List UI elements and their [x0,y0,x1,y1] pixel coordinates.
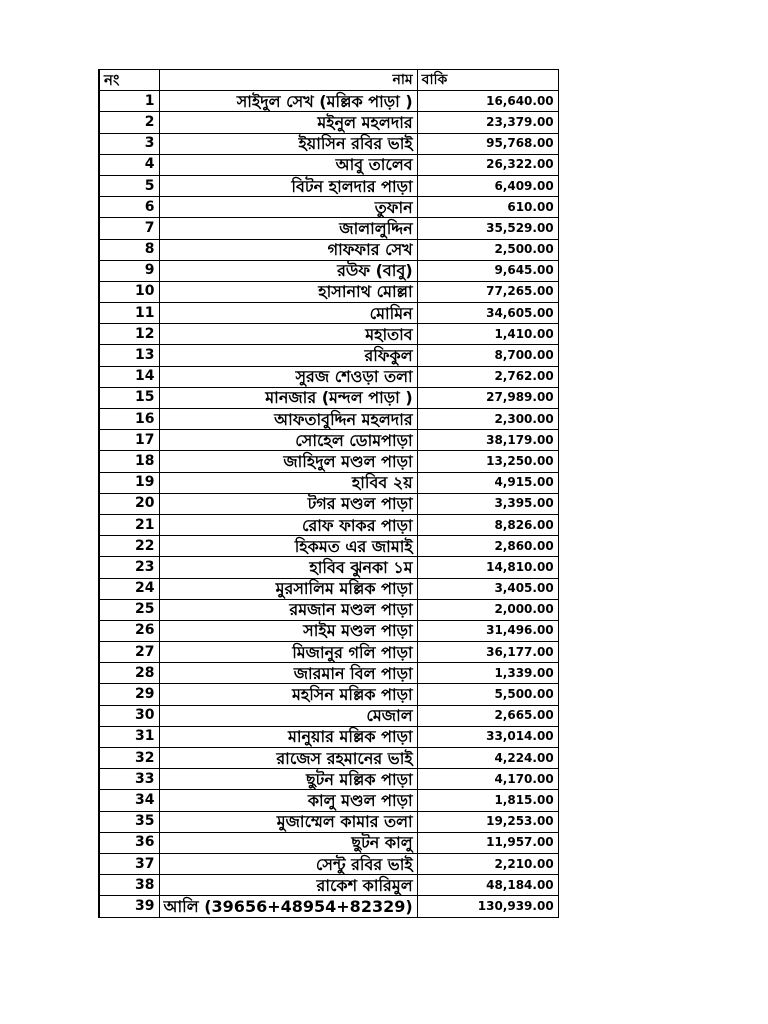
row-due: 38,179.00 [417,430,558,451]
table-row [99,281,558,302]
row-number: 19 [99,472,159,493]
row-name: মিজানুর গলি পাড়া [159,642,417,663]
row-number: 22 [99,536,159,557]
row-name: আফতাবুদ্দিন মহলদার [159,409,417,430]
table-row [99,133,558,154]
row-name: রোফ ফাকর পাড়া [159,514,417,535]
row-number: 7 [99,218,159,239]
row-number: 3 [99,133,159,154]
table-row [99,112,558,133]
row-name: রাজেস রহমানের ভাই [159,748,417,769]
row-name: বিটন হালদার পাড়া [159,175,417,196]
table-row [99,663,558,684]
row-due: 8,826.00 [417,514,558,535]
table-row [99,197,558,218]
row-name: ছুটন কালু [159,832,417,853]
row-due: 23,379.00 [417,112,558,133]
row-number: 25 [99,599,159,620]
table-row [99,387,558,408]
row-due: 26,322.00 [417,154,558,175]
table-row [99,642,558,663]
row-number: 21 [99,514,159,535]
table-row [99,345,558,366]
header-due: বাকি [417,70,558,91]
row-number: 31 [99,726,159,747]
table-row [99,875,558,896]
row-due: 1,815.00 [417,790,558,811]
row-name: জারমান বিল পাড়া [159,663,417,684]
row-name: রউফ (বাবু) [159,260,417,281]
row-number: 20 [99,493,159,514]
row-due: 2,860.00 [417,536,558,557]
row-number: 26 [99,620,159,641]
row-due: 77,265.00 [417,281,558,302]
row-number: 13 [99,345,159,366]
row-number: 17 [99,430,159,451]
row-due: 19,253.00 [417,811,558,832]
row-number: 36 [99,832,159,853]
row-name: কালু মণ্ডল পাড়া [159,790,417,811]
table-row [99,514,558,535]
table-row [99,896,558,917]
row-number: 34 [99,790,159,811]
row-due: 2,665.00 [417,705,558,726]
row-name: হাসানাথ মোল্লা [159,281,417,302]
row-due: 33,014.00 [417,726,558,747]
row-due: 2,210.00 [417,853,558,874]
row-number: 33 [99,769,159,790]
table-row [99,705,558,726]
row-due: 4,915.00 [417,472,558,493]
row-due: 610.00 [417,197,558,218]
row-name: সেন্টু রবির ভাই [159,853,417,874]
row-name: মানজার (মন্দল পাড়া ) [159,387,417,408]
row-number: 14 [99,366,159,387]
table-row [99,218,558,239]
row-name: রমজান মণ্ডল পাড়া [159,599,417,620]
row-due: 9,645.00 [417,260,558,281]
table-row [99,91,558,112]
row-name: মুজাম্মেল কামার তলা [159,811,417,832]
row-name: রাকেশ কারিমুল [159,875,417,896]
table-row [99,175,558,196]
table-row [99,853,558,874]
row-due: 2,500.00 [417,239,558,260]
row-number: 12 [99,324,159,345]
table-row [99,303,558,324]
row-number: 27 [99,642,159,663]
row-due: 1,410.00 [417,324,558,345]
row-number: 18 [99,451,159,472]
row-name: হিকমত এর জামাই [159,536,417,557]
row-number: 6 [99,197,159,218]
row-number: 38 [99,875,159,896]
row-due: 31,496.00 [417,620,558,641]
row-number: 29 [99,684,159,705]
row-due: 5,500.00 [417,684,558,705]
table-row [99,154,558,175]
table-row [99,430,558,451]
row-number: 11 [99,303,159,324]
table-row [99,451,558,472]
row-number: 8 [99,239,159,260]
row-name: ইয়াসিন রবির ভাই [159,133,417,154]
row-name: জালালুদ্দিন [159,218,417,239]
table-row [99,239,558,260]
row-name: হাবিব ২য় [159,472,417,493]
row-number: 30 [99,705,159,726]
row-due: 11,957.00 [417,832,558,853]
table-row [99,599,558,620]
table-row [99,493,558,514]
row-name: মোমিন [159,303,417,324]
row-name: মেজাল [159,705,417,726]
row-name: সোহেল ডোমপাড়া [159,430,417,451]
header-row [99,70,558,91]
row-due: 27,989.00 [417,387,558,408]
row-number: 5 [99,175,159,196]
row-name: হাবিব ঝুনকা ১ম [159,557,417,578]
header-no: নং [99,70,159,91]
row-due: 4,224.00 [417,748,558,769]
row-due: 36,177.00 [417,642,558,663]
row-name: আলি (39656+48954+82329) [159,896,417,917]
row-due: 3,395.00 [417,493,558,514]
row-name: গাফফার সেখ [159,239,417,260]
table-row [99,748,558,769]
table-row [99,769,558,790]
row-due: 34,605.00 [417,303,558,324]
row-due: 13,250.00 [417,451,558,472]
row-due: 14,810.00 [417,557,558,578]
row-due: 1,339.00 [417,663,558,684]
row-name: মানুয়ার মল্লিক পাড়া [159,726,417,747]
table-row [99,578,558,599]
row-due: 48,184.00 [417,875,558,896]
row-due: 95,768.00 [417,133,558,154]
row-number: 4 [99,154,159,175]
row-name: মহসিন মল্লিক পাড়া [159,684,417,705]
row-number: 1 [99,91,159,112]
row-number: 9 [99,260,159,281]
table-row [99,260,558,281]
ledger-body [99,70,558,918]
row-number: 28 [99,663,159,684]
row-number: 16 [99,409,159,430]
row-name: রফিকুল [159,345,417,366]
row-number: 15 [99,387,159,408]
row-number: 24 [99,578,159,599]
table-row [99,620,558,641]
table-row [99,790,558,811]
row-name: সুরজ শেওড়া তলা [159,366,417,387]
row-name: আবু তালেব [159,154,417,175]
table-row [99,366,558,387]
row-number: 2 [99,112,159,133]
row-name: ছুটন মল্লিক পাড়া [159,769,417,790]
table-row [99,726,558,747]
row-name: তুফান [159,197,417,218]
row-due: 4,170.00 [417,769,558,790]
row-due: 16,640.00 [417,91,558,112]
row-name: মুরসালিম মল্লিক পাড়া [159,578,417,599]
row-due: 8,700.00 [417,345,558,366]
header-name: নাম [159,70,417,91]
row-name: মহাতাব [159,324,417,345]
row-due: 2,300.00 [417,409,558,430]
table-row [99,409,558,430]
row-name: মইনুল মহলদার [159,112,417,133]
table-row [99,832,558,853]
table-row [99,684,558,705]
row-number: 32 [99,748,159,769]
row-number: 35 [99,811,159,832]
table-row [99,811,558,832]
row-due: 35,529.00 [417,218,558,239]
table-row [99,536,558,557]
row-number: 23 [99,557,159,578]
row-number: 39 [99,896,159,917]
row-number: 10 [99,281,159,302]
row-number: 37 [99,853,159,874]
row-due: 6,409.00 [417,175,558,196]
row-due: 3,405.00 [417,578,558,599]
row-due: 2,000.00 [417,599,558,620]
table-row [99,557,558,578]
row-name: সাইদুল সেখ (মল্লিক পাড়া ) [159,91,417,112]
ledger-table [98,69,559,918]
table-row [99,472,558,493]
row-name: সাইম মণ্ডল পাড়া [159,620,417,641]
row-due: 130,939.00 [417,896,558,917]
table-row [99,324,558,345]
row-name: জাহিদুল মণ্ডল পাড়া [159,451,417,472]
row-name: টগর মণ্ডল পাড়া [159,493,417,514]
row-due: 2,762.00 [417,366,558,387]
